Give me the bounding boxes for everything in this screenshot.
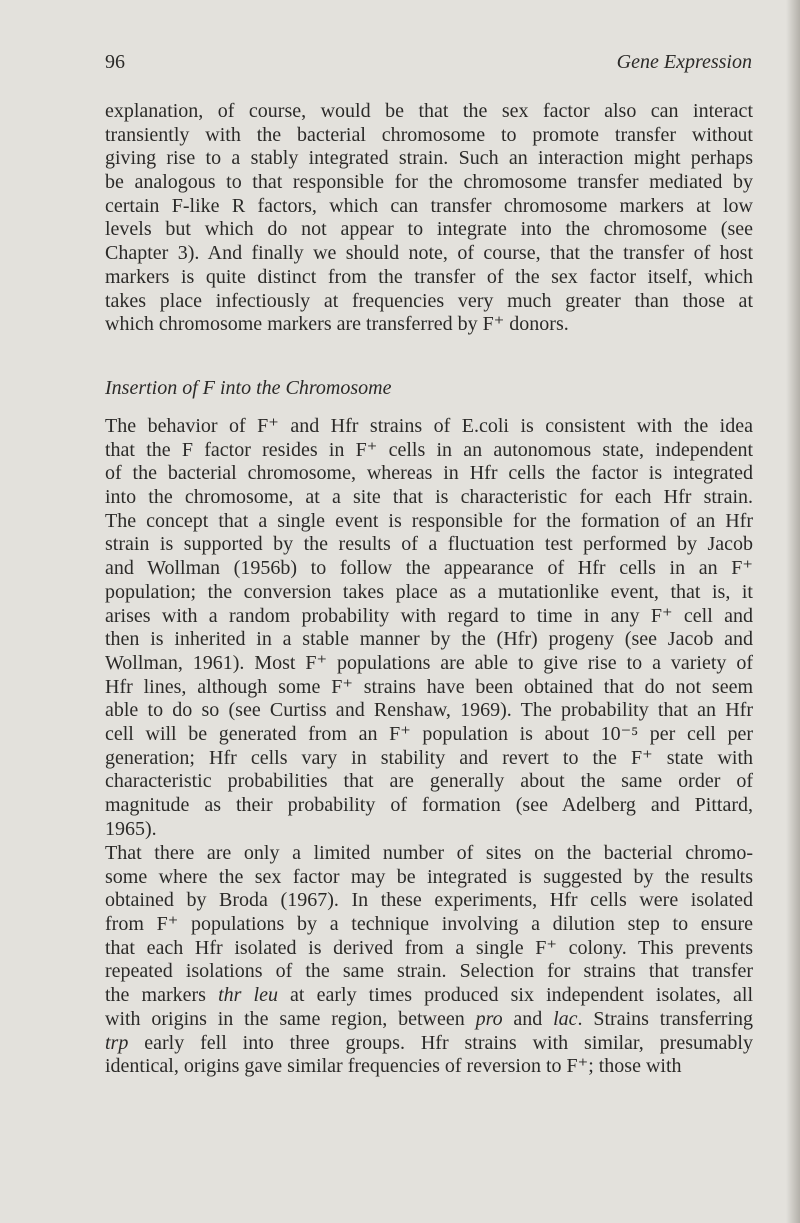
text-segment: strain is supported by the results of a fluctuation test performed by Jacob [105,533,753,556]
text-line [105,124,753,148]
text-line [105,510,753,534]
text-segment: levels but which do not appear to integrate into the chromosome (see [105,218,753,241]
text-segment: cell will be generated from an F⁺ population is about 10⁻⁵ per cell per [105,722,753,745]
paragraph-continued [105,100,753,337]
italic-term: pro [475,1007,503,1030]
text-segment: that the F factor resides in F⁺ cells in an autonomous state, independent [105,438,753,461]
text-segment: be analogous to that responsible for the chromosome transfer mediated by [105,171,753,194]
text-line [105,462,753,486]
text-line [105,557,753,581]
page-edge-shadow [786,0,800,1223]
text-segment: Wollman, 1961). Most F⁺ populations are able to give rise to a variety of [105,651,753,674]
text-segment: transiently with the bacterial chromosome to promote transfer without [105,123,753,146]
text-line [105,866,753,890]
text-segment: that each Hfr isolated is derived from a single F⁺ colony. This prevents [105,936,753,959]
text-segment: . Strains transferring [577,1007,753,1030]
italic-term: lac [553,1007,578,1030]
text-line [105,415,753,439]
text-segment: generation; Hfr cells vary in stability and revert to the F⁺ state with [105,746,753,769]
text-segment: magnitude as their probability of formation (see Adelberg and Pittard, [105,794,753,816]
text-segment: some where the sex factor may be integrated is suggested by the results [105,865,753,888]
text-segment: of the bacterial chromosome, whereas in Hfr cells the factor is integrated [105,462,753,485]
text-line [105,984,753,1008]
text-line [105,794,753,818]
text-segment: Chapter 3). And finally we should note, of course, that the transfer of host [105,242,753,265]
text-segment: with origins in the same region, between [105,1007,476,1030]
section-heading: Insertion of F into the Chromosome [105,377,392,399]
text-segment: giving rise to a stably integrated strain. Such an interaction might perhaps [105,147,753,170]
text-segment: certain F-like R factors, which can transfer chromosome markers at low [105,194,753,217]
text-segment: identical, origins gave similar frequencies of reversion to F⁺; those with [105,1055,682,1078]
running-header [105,51,752,77]
text-line [105,1008,753,1032]
text-line [105,960,753,984]
text-line [105,218,753,242]
text-segment: from F⁺ populations by a technique involving a dilution step to ensure [105,913,753,936]
text-segment: the markers [105,984,219,1007]
text-line [105,889,753,913]
text-segment: and [502,1007,554,1030]
text-segment: characteristic probabilities that are generally about the same order of [105,770,753,793]
text-line [105,652,753,676]
page-number: 96 [105,51,125,73]
text-line [105,818,753,842]
text-line [105,100,753,124]
paragraph-hfr-behavior [105,415,753,841]
text-line [105,842,753,866]
text-line [105,147,753,171]
text-line [105,195,753,219]
text-segment: The behavior of F⁺ and Hfr strains of E.coli is consistent with the idea [105,415,753,437]
text-line [105,290,753,314]
text-segment: obtained by Broda (1967). In these experiments, Hfr cells were isolated [105,889,753,912]
text-line [105,313,753,337]
text-segment: Hfr lines, although some F⁺ strains have been obtained that do not seem [105,675,753,698]
text-segment: arises with a random probability with regard to time in any F⁺ cell and [105,604,753,627]
text-segment: then is inherited in a stable manner by the (Hfr) progeny (see Jacob and [105,628,753,651]
running-title: Gene Expression [616,51,752,73]
text-line [105,439,753,463]
text-line [105,913,753,937]
text-segment: The concept that a single event is responsible for the formation of an Hfr [105,509,753,532]
text-segment: into the chromosome, at a site that is characteristic for each Hfr strain. [105,486,753,509]
text-line [105,486,753,510]
text-line [105,747,753,771]
text-line [105,266,753,290]
text-line [105,770,753,794]
text-line [105,937,753,961]
text-line [105,533,753,557]
text-segment: which chromosome markers are transferred by F⁺ donors. [105,313,569,336]
text-line [105,171,753,195]
text-segment: early fell into three groups. Hfr strains with similar, presumably [128,1031,753,1054]
text-segment: 1965). [105,817,157,840]
text-segment: explanation, of course, would be that the sex factor also can interact [105,100,753,122]
text-segment: takes place infectiously at frequencies very much greater than those at [105,289,753,312]
text-line [105,581,753,605]
text-line [105,699,753,723]
text-line [105,1032,753,1056]
text-line [105,605,753,629]
text-line [105,1055,753,1079]
text-segment: That there are only a limited number of sites on the bacterial chromo- [105,842,753,864]
text-line [105,723,753,747]
text-segment: able to do so (see Curtiss and Renshaw, 1969). The probability that an Hfr [105,699,753,722]
text-line [105,676,753,700]
text-line [105,242,753,266]
text-segment: at early times produced six independent isolates, all [277,984,753,1007]
text-segment: population; the conversion takes place as a mutationlike event, that is, it [105,580,753,603]
text-segment: and Wollman (1956b) to follow the appearance of Hfr cells in an F⁺ [105,557,753,580]
text-segment: markers is quite distinct from the transfer of the sex factor itself, which [105,265,753,288]
italic-term: trp [105,1031,129,1054]
text-line [105,628,753,652]
italic-term: thr leu [218,984,278,1007]
paragraph-limited-sites [105,842,753,1079]
text-segment: repeated isolations of the same strain. Selection for strains that transfer [105,960,753,983]
